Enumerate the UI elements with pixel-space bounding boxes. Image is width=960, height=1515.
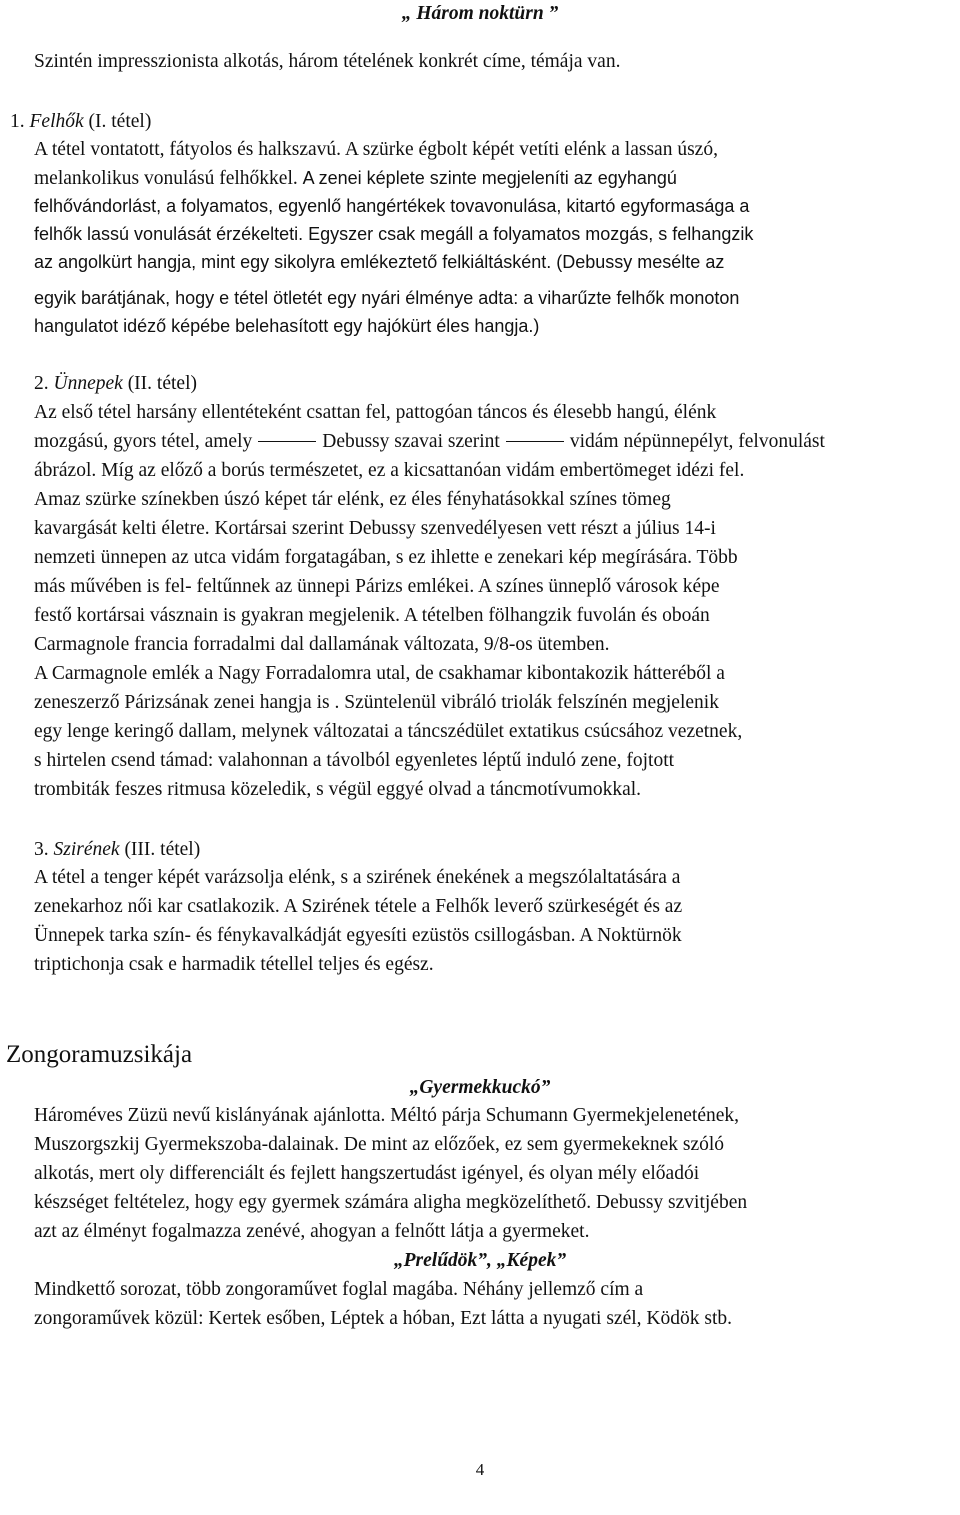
movement-2-text-line: egy lenge keringő dallam, melynek változatai a táncszédület extatikus csúcsához vezetnek, <box>34 721 743 742</box>
movement-2-text-line: más művében is fel- feltűnnek az ünnepi Párizs emlékei. A színes ünneplő városok képe <box>34 576 720 597</box>
em-dash-rule <box>258 441 316 442</box>
movement-3-name: Szirének <box>53 839 120 860</box>
gyermekkucko-text-line: Muszorgszkij Gyermekszoba-dalainak. De mint az előzőek, ez sem gyermekeknek szóló <box>34 1134 725 1155</box>
movement-2-text-line: ábrázol. Míg az előző a borús természetet, ez a kicsattanóan vidám embertömeget idézi fel. <box>34 460 745 481</box>
gyermekkucko-text-line: Hároméves Züzü nevű kislányának ajánlotta. Méltó párja Schumann Gyermekjelenetének, <box>34 1105 739 1126</box>
movement-1-text-line <box>34 166 677 191</box>
movement-1-text-line: egyik barátjának, hogy e tétel ötletét egy nyári élménye adta: a viharűzte felhők monoton <box>34 288 740 308</box>
section-heading-zongoramuzsika: Zongoramuzsikája <box>6 1041 193 1068</box>
subsection-title-preludok-kepek: „Prelűdök”, „Képek” <box>393 1250 567 1271</box>
preludok-text-line: zongoraművek közül: Kertek esőben, Léptek a hóban, Ezt látta a nyugati szél, Ködök stb. <box>34 1308 732 1329</box>
movement-3-text-line: A tétel a tenger képét varázsolja elénk, s a szirének énekének a megszólaltatására a <box>34 867 681 888</box>
movement-2-text-line: Carmagnole francia forradalmi dal dallamának változata, 9/8-os ütemben. <box>34 634 610 655</box>
subsection-title-gyermekkucko: „Gyermekkuckó” <box>409 1077 551 1098</box>
movement-2-name: Ünnepek <box>53 373 123 394</box>
movement-2-text-part: Debussy szavai szerint <box>322 431 500 452</box>
movement-2-text-line <box>34 430 825 454</box>
movement-1-label: (I. tétel) <box>88 111 152 132</box>
movement-2-heading <box>34 372 197 396</box>
intro-line: Szintén impresszionista alkotás, három tételének konkrét címe, témája van. <box>34 51 621 72</box>
preludok-text-line: Mindkettő sorozat, több zongoraművet foglal magába. Néhány jellemző cím a <box>34 1279 644 1300</box>
movement-2-text-line: kavargását kelti életre. Kortársai szerint Debussy szenvedélyesen vett részt a július 14-i <box>34 518 716 539</box>
em-dash-rule <box>506 441 564 442</box>
gyermekkucko-text-line: alkotás, mert oly differenciált és fejlett hangszertudást igényel, és olyan mély előadói <box>34 1163 700 1184</box>
movement-1-text-line: A tétel vontatott, fátyolos és halkszavú. A szürke égbolt képét vetíti elénk a lassan úszó, <box>34 139 718 160</box>
movement-2-text-line: zeneszerző Párizsának zenei hangja is . Szüntelenül vibráló triolák felszínén megjelenik <box>34 692 719 713</box>
movement-3-text-line: triptichonja csak e harmadik tétellel teljes és egész. <box>34 954 434 975</box>
movement-3-text-line: Ünnepek tarka szín- és fénykavalkádját egyesíti ezüstös csillogásban. A Noktürnök <box>34 925 682 946</box>
movement-1-text-line: hangulatot idéző képébe belehasított egy hajókürt éles hangja.) <box>34 316 540 336</box>
page-number: 4 <box>475 1460 485 1479</box>
movement-3-text-line: zenekarhoz női kar csatlakozik. A Szirének tétele a Felhők leverő szürkeségét és az <box>34 896 683 917</box>
movement-1-name: Felhők <box>29 111 84 132</box>
movement-1-text-serif: melankolikus vonulású felhőkkel. <box>34 168 298 189</box>
movement-2-text-part: vidám népünnepélyt, felvonulást <box>569 431 825 452</box>
movement-1-text-line: az angolkürt hangja, mint egy sikolyra emlékeztető felkiáltásként. (Debussy mesélte az <box>34 252 725 272</box>
movement-2-number: 2. <box>34 373 49 394</box>
movement-2-label: (II. tétel) <box>127 373 197 394</box>
movement-2-text-line: Az első tétel harsány ellentéteként csattan fel, pattogóan táncos és élesebb hangú, élénk <box>34 402 717 423</box>
movement-1-text-line: felhők lassú vonulását érzékelteti. Egyszer csak megáll a folyamatos mozgás, s felhangzik <box>34 224 754 244</box>
movement-3-heading <box>34 838 200 862</box>
movement-2-text-line: nemzeti ünnepen az utca vidám forgatagában, s ez ihlette e zenekari kép megírására. Több <box>34 547 738 568</box>
movement-1-heading <box>10 110 151 134</box>
movement-2-text-line: trombiták feszes ritmusa közeledik, s végül eggyé olvad a táncmotívumokkal. <box>34 779 642 800</box>
movement-3-label: (III. tétel) <box>124 839 201 860</box>
movement-1-text-sans: A zenei képlete szinte megjeleníti az egyhangú <box>302 168 677 188</box>
movement-2-text-part: mozgású, gyors tétel, amely <box>34 431 253 452</box>
section-title-harom-nokturn: „ Három noktürn ” <box>401 3 559 24</box>
movement-1-text-line: felhővándorlást, a folyamatos, egyenlő hangértékek tovavonulása, kitartó egyformasága a <box>34 196 750 216</box>
movement-3-number: 3. <box>34 839 49 860</box>
gyermekkucko-text-line: készséget feltételez, hogy egy gyermek számára aligha megközelíthető. Debussy szvitjében <box>34 1192 748 1213</box>
movement-2-text-line: A Carmagnole emlék a Nagy Forradalomra utal, de csakhamar kibontakozik hátteréből a <box>34 663 725 684</box>
movement-1-number: 1. <box>10 111 25 132</box>
movement-2-text-line: festő kortársai vásznain is gyakran megjelenik. A tételben fölhangzik fuvolán és oboán <box>34 605 710 626</box>
movement-2-text-line: s hirtelen csend támad: valahonnan a távolból egyenletes léptű induló zene, fojtott <box>34 750 675 771</box>
gyermekkucko-text-line: azt az élményt fogalmazza zenévé, ahogyan a felnőtt látja a gyermeket. <box>34 1221 590 1242</box>
movement-2-text-line: Amaz szürke színekben úszó képet tár elénk, ez éles fényhatásokkal színes tömeg <box>34 489 671 510</box>
